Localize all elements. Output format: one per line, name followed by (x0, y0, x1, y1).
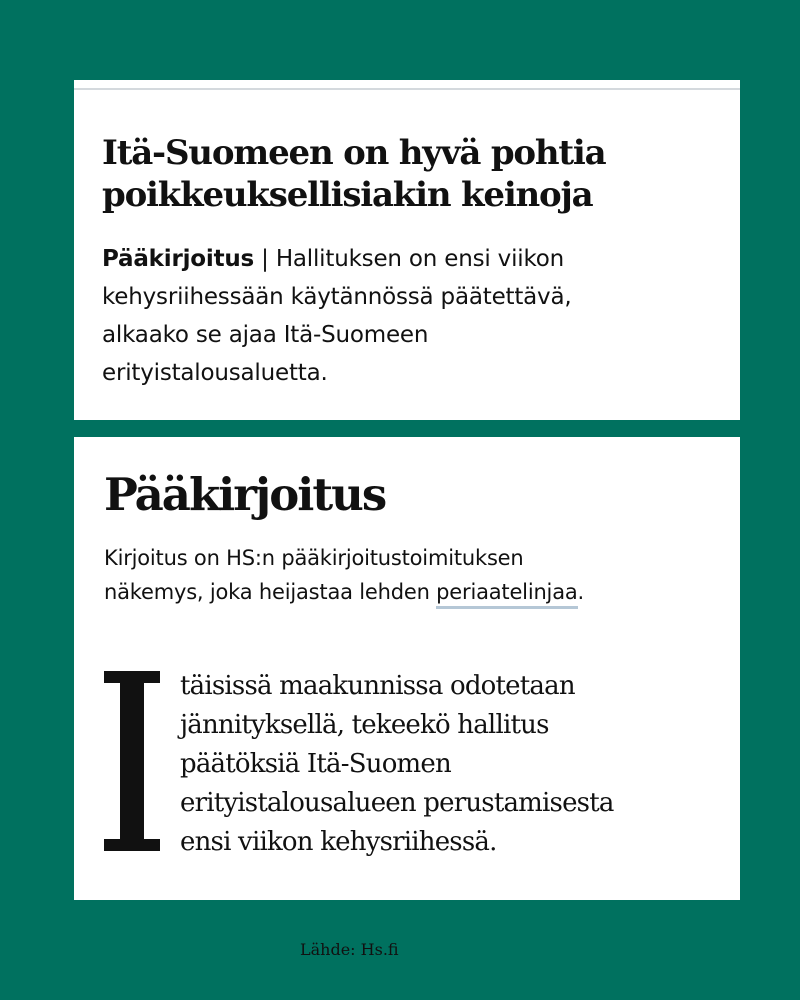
headline-line-1: Itä-Suomeen on hyvä pohtia (102, 133, 606, 173)
card-top-divider (74, 88, 740, 90)
article-kicker: Pääkirjoitus (102, 246, 255, 272)
desc-line-1: Kirjoitus on HS:n pääkirjoitustoimituksen (104, 546, 524, 570)
lead-line-1: Hallituksen on ensi viikon (275, 246, 565, 272)
article-headline[interactable] (102, 132, 710, 216)
body-line-4: erityistalousalueen perustamisesta (180, 788, 614, 818)
lead-line-3: alkaako se ajaa Itä-Suomeen (102, 322, 429, 348)
drop-cap (104, 671, 160, 851)
body-line-1: täisissä maakunnissa odotetaan (180, 671, 575, 701)
body-line-2: jännityksellä, tekeekö hallitus (180, 710, 549, 740)
source-caption: Lähde: Hs.fi (300, 940, 399, 959)
editorial-card (74, 437, 740, 900)
body-line-3: päätöksiä Itä-Suomen (180, 749, 451, 779)
desc-suffix: . (577, 580, 585, 604)
body-line-5: ensi viikon kehysriihessä. (180, 827, 497, 857)
headline-line-2: poikkeuksellisiakin keinoja (102, 175, 593, 215)
kicker-separator: | (254, 246, 276, 272)
body-paragraph (180, 667, 700, 862)
article-body (104, 667, 700, 867)
lead-line-2: kehysriihessään käytännössä päätettävä, (102, 284, 572, 310)
desc-line-2: näkemys, joka heijastaa lehden (104, 580, 437, 604)
article-lead (102, 240, 710, 392)
editorial-description (104, 541, 700, 609)
section-title: Pääkirjoitus (104, 468, 386, 521)
article-card[interactable] (74, 80, 740, 420)
periaatelinja-link[interactable]: periaatelinjaa (436, 580, 577, 609)
drop-cap-glyph (104, 671, 160, 851)
lead-line-4: erityistalousaluetta. (102, 360, 328, 386)
